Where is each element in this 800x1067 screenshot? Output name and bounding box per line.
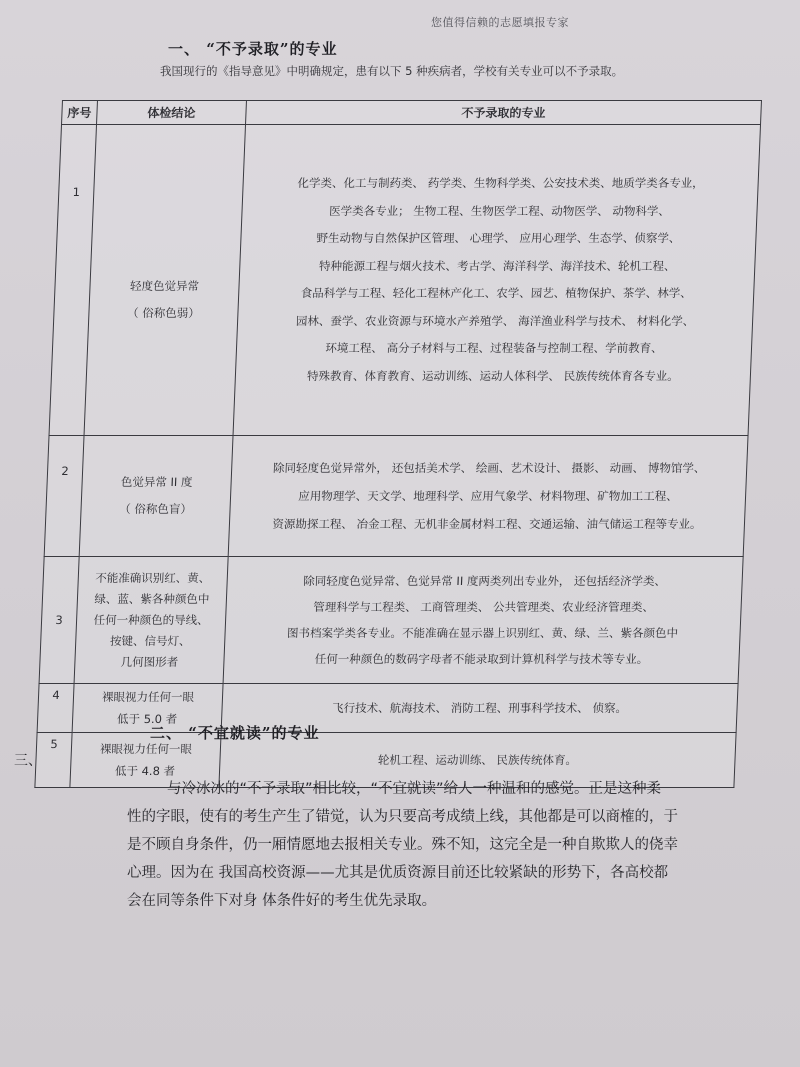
table-row <box>39 557 743 684</box>
major-line: 任何一种颜色的数码字母者不能录取到计算机科学与技术等专业。 <box>314 652 649 666</box>
condition-line: （ 俗称色弱） <box>126 306 201 320</box>
condition-line: 几何图形者 <box>120 654 179 669</box>
major-line: 资源勘探工程、 冶金工程、无机非金属材料工程、交通运输、油气储运工程等专业。 <box>272 517 702 531</box>
paragraph-line: 性的字眼，使有的考生产生了错觉，认为只要高考成绩上线，其他都是可以商榷的，于 <box>127 809 678 825</box>
major-line: 除同轻度色觉异常、色觉异常 II 度两类列出专业外， 还包括经济学类、 <box>303 574 667 588</box>
condition-line: 裸眼视力任何一眼 <box>99 742 193 756</box>
row-number: 5 <box>35 733 72 788</box>
major-line: 图书档案学类各专业。不能准确在显示器上识别红、黄、绿、兰、紫各颜色中 <box>286 626 679 640</box>
row-majors <box>233 125 760 436</box>
section2-paragraph <box>127 775 707 915</box>
row-number: 4 <box>37 684 74 733</box>
major-line: 轮机工程、运动训练、 民族传统体育。 <box>377 752 578 767</box>
paragraph-line: 与冷冰冰的“不予录取”相比较，“不宜就读”给人一种温和的感觉。正是这种柔 <box>167 781 662 797</box>
major-line: 除同轻度色觉异常外， 还包括美术学、 绘画、艺术设计、 摄影、 动画、 博物馆学、 <box>272 461 706 475</box>
row-number: 2 <box>44 436 84 557</box>
header-majors: 不予录取的专业 <box>246 101 762 125</box>
condition-line: 色觉异常 II 度 <box>120 475 193 489</box>
row-condition <box>74 557 228 684</box>
header-no: 序号 <box>62 101 98 125</box>
condition-line: 低于 4.8 者 <box>114 764 176 778</box>
major-line: 环境工程、 高分子材料与工程、过程装备与控制工程、学前教育、 <box>325 341 663 355</box>
paragraph-line: 是不顾自身条件，仍一厢情愿地去报相关专业。殊不知，这完全是一种自欺欺人的侥幸 <box>127 837 678 853</box>
paragraph-line: 心理。因为在 我国高校资源——尤其是优质资源目前还比较紧缺的形势下，各高校都 <box>127 865 669 881</box>
row-condition <box>84 125 245 436</box>
condition-line: 低于 5.0 者 <box>116 712 178 726</box>
major-line: 医学类各专业； 生物工程、生物医学工程、动物医学、 动物科学、 <box>328 203 671 218</box>
major-line: 管理科学与工程类、 工商管理类、 公共管理类、农业经济管理类、 <box>312 600 655 614</box>
section2-title: 二、 “不宜就读”的专业 <box>150 724 320 742</box>
major-line: 食品科学与工程、轻化工程林产化工、农学、园艺、植物保护、茶学、林学、 <box>300 286 693 300</box>
major-line: 野生动物与自然保护区管理、 心理学、 应用心理学、生态学、侦察学、 <box>316 231 681 245</box>
side-mark: 三、 <box>14 753 42 769</box>
section1-title: 一、 “不予录取”的专业 <box>168 40 338 58</box>
row-number: 3 <box>39 557 79 684</box>
condition-line: 任何一种颜色的导线、 <box>93 612 209 627</box>
condition-line: 轻度色觉异常 <box>129 279 200 293</box>
major-line: 园林、蚕学、农业资源与环境水产养殖学、 海洋渔业科学与技术、 材料化学、 <box>295 313 695 328</box>
section1-intro: 我国现行的《指导意见》中明确规定，患有以下 5 种疾病者，学校有关专业可以不予录取。 <box>160 64 624 78</box>
row-majors <box>228 436 748 557</box>
header-note: 您值得信赖的志愿填报专家 <box>431 16 569 29</box>
major-line: 飞行技术、航海技术、 消防工程、刑事科学技术、 侦察。 <box>331 700 628 715</box>
paragraph-line: 会在同等条件下对身 体条件好的考生优先录取。 <box>127 893 437 909</box>
condition-line: 裸眼视力任何一眼 <box>101 690 195 704</box>
row-majors <box>223 557 743 684</box>
majors-table-container <box>34 100 762 788</box>
major-line: 特种能源工程与烟火技术、考古学、海洋科学、海洋技术、轮机工程、 <box>318 258 676 273</box>
row-condition <box>79 436 233 557</box>
row-number: 1 <box>49 125 96 436</box>
condition-line: 绿、蓝、紫各种颜色中 <box>94 591 210 606</box>
header-condition: 体检结论 <box>97 101 247 125</box>
table-row <box>49 125 760 436</box>
table-row <box>37 684 738 733</box>
major-line: 应用物理学、天文学、地理科学、应用气象学、材料物理、矿物加工工程、 <box>298 489 679 503</box>
major-line: 特殊教育、体育教育、运动训练、运动人体科学、 民族传统体育各专业。 <box>306 368 680 383</box>
majors-table <box>34 100 762 788</box>
condition-line: 不能准确识别红、黄、 <box>95 570 211 585</box>
condition-line: 按键、信号灯、 <box>109 633 191 648</box>
condition-line: （ 俗称色盲） <box>118 502 193 516</box>
major-line: 化学类、化工与制药类、 药学类、生物科学类、公安技术类、地质学类各专业， <box>297 176 705 190</box>
table-row <box>44 436 748 557</box>
table-header-row <box>62 101 762 125</box>
